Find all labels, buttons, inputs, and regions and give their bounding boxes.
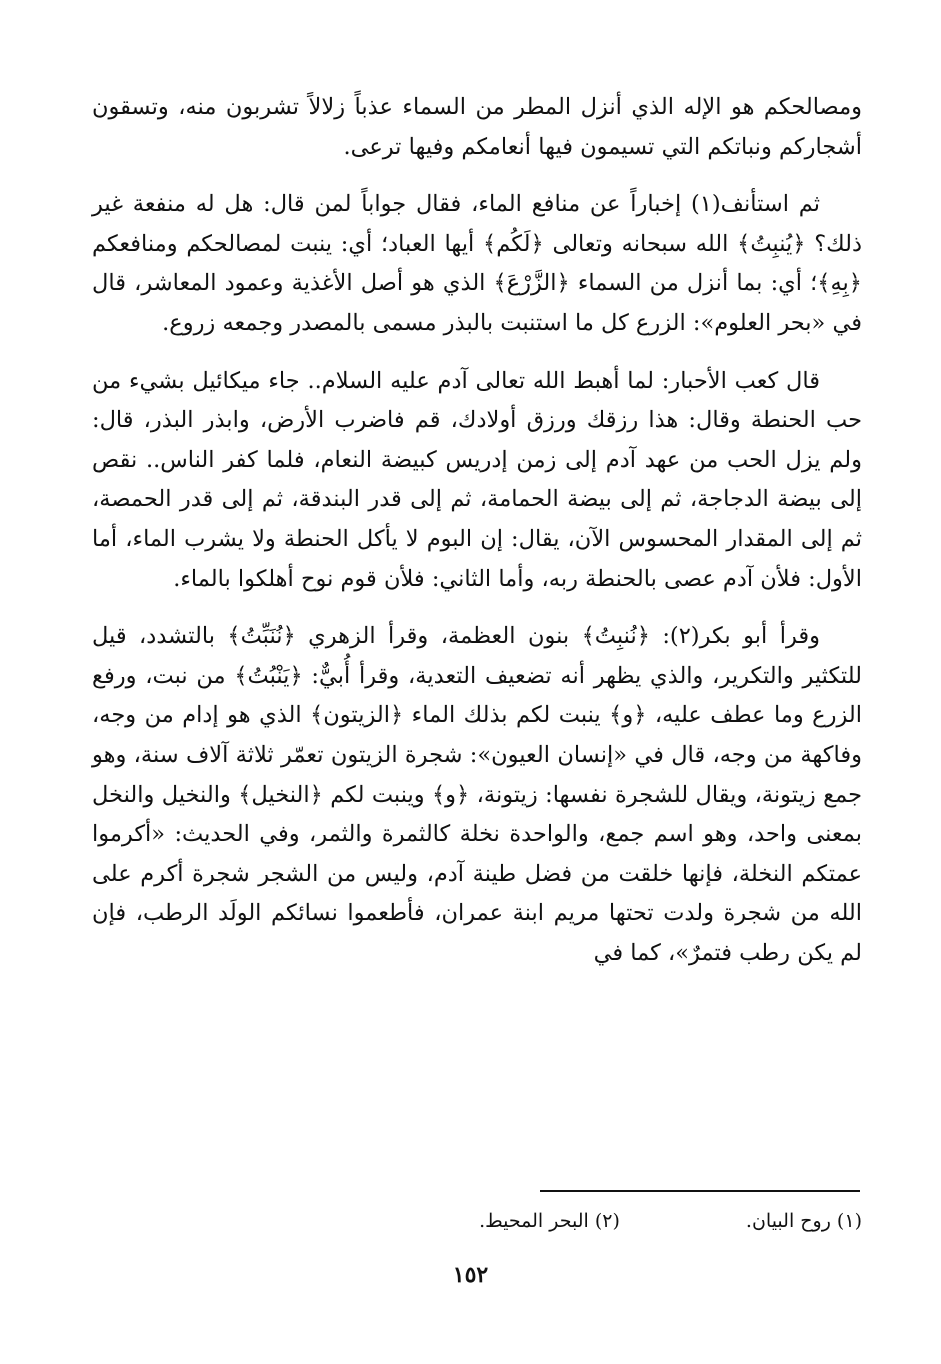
paragraph-3: قال كعب الأحبار: لما أهبط الله تعالى آدم عليه السلام.. جاء ميكائيل بشيء من حب الحنطة وقال: هذا رزقك ورزق أولادك، قم فاضرب الأرض، وابذر البذر، قال: ولم يزل الحب من عهد آدم إلى زمن إدريس كبيضة النعام، فلما كفر الناس.. نقص إلى بيضة الدجاجة، ثم إلى بيضة الحمامة، ثم إلى قدر البندقة، ثم إلى قدر الحمصة، ثم إلى المقدار المحسوس الآن، يقال: إن البوم لا يأكل الحنطة ولا يشرب الماء، أما الأول: فلأن آدم عصى بالحنطة ربه، وأما الثاني: فلأن قوم نوح أهلكوا بالماء. bbox=[92, 367, 862, 592]
paragraph-4: وقرأ أبو بكر(٢): ﴿نُنبِتُ﴾ بنون العظمة، وقرأ الزهري ﴿نُنَبِّتُ﴾ بالتشدد، قيل للتكثير والتكرير، والذي يظهر أنه تضعيف التعدية، وقرأ أُبيٌّ: ﴿يَنْبُتُ﴾ من نبت، ورفع الزرع وما عطف عليه، ﴿و﴾ ينبت لكم بذلك الماء ﴿الزيتون﴾ الذي هو إدام من وجه، وفاكهة من وجه، قال في «إنسان العيون»: شجرة الزيتون تعمّر ثلاثة آلاف سنة، وهو جمع زيتونة، ويقال للشجرة نفسها: زيتونة، ﴿و﴾ وينبت لكم ﴿النخيل﴾ والنخيل والنخل بمعنى واحد، وهو اسم جمع، والواحدة نخلة كالثمرة والثمر، وفي الحديث: «أكرموا عمتكم النخلة، فإنها خلقت من فضل طينة آدم، وليس من الشجر شجرة أكرم على الله من شجرة ولدت تحتها مريم ابنة عمران، فأطعموا نسائكم الولَد الرطب، فإن لم يكن رطب فتمرٌ»، كما في bbox=[92, 623, 862, 966]
paragraph-2: ثم استأنف(١) إخباراً عن منافع الماء، فقال جواباً لمن قال: هل له منفعة غير ذلك؟ ﴿يُنبِتُ﴾ الله سبحانه وتعالى ﴿لَكُم﴾ أيها العباد؛ أي: ينبت لمصالحكم ومنافعكم ﴿بِهِ﴾؛ أي: بما أنزل من السماء ﴿الزَّرْعَ﴾ الذي هو أصل الأغذية وعمود المعاشر، قال في «بحر العلوم»: الزرع كل ما استنبت بالبذر مسمى بالمصدر وجمعه زروع. bbox=[92, 191, 862, 336]
page-body bbox=[92, 88, 862, 973]
footnotes bbox=[92, 1206, 862, 1236]
footnote-1: (١) روح البيان. bbox=[745, 1210, 862, 1232]
paragraph-1: ومصالحكم هو الإله الذي أنزل المطر من السماء عذباً زلالاً تشربون منه، وتسقون أشجاركم ونباتكم التي تسيمون فيها أنعامكم وفيها ترعى. bbox=[92, 94, 862, 160]
footnote-divider bbox=[540, 1190, 860, 1192]
footnote-2: (٢) البحر المحيط. bbox=[479, 1210, 620, 1232]
page-number: ١٥٢ bbox=[452, 1262, 489, 1288]
